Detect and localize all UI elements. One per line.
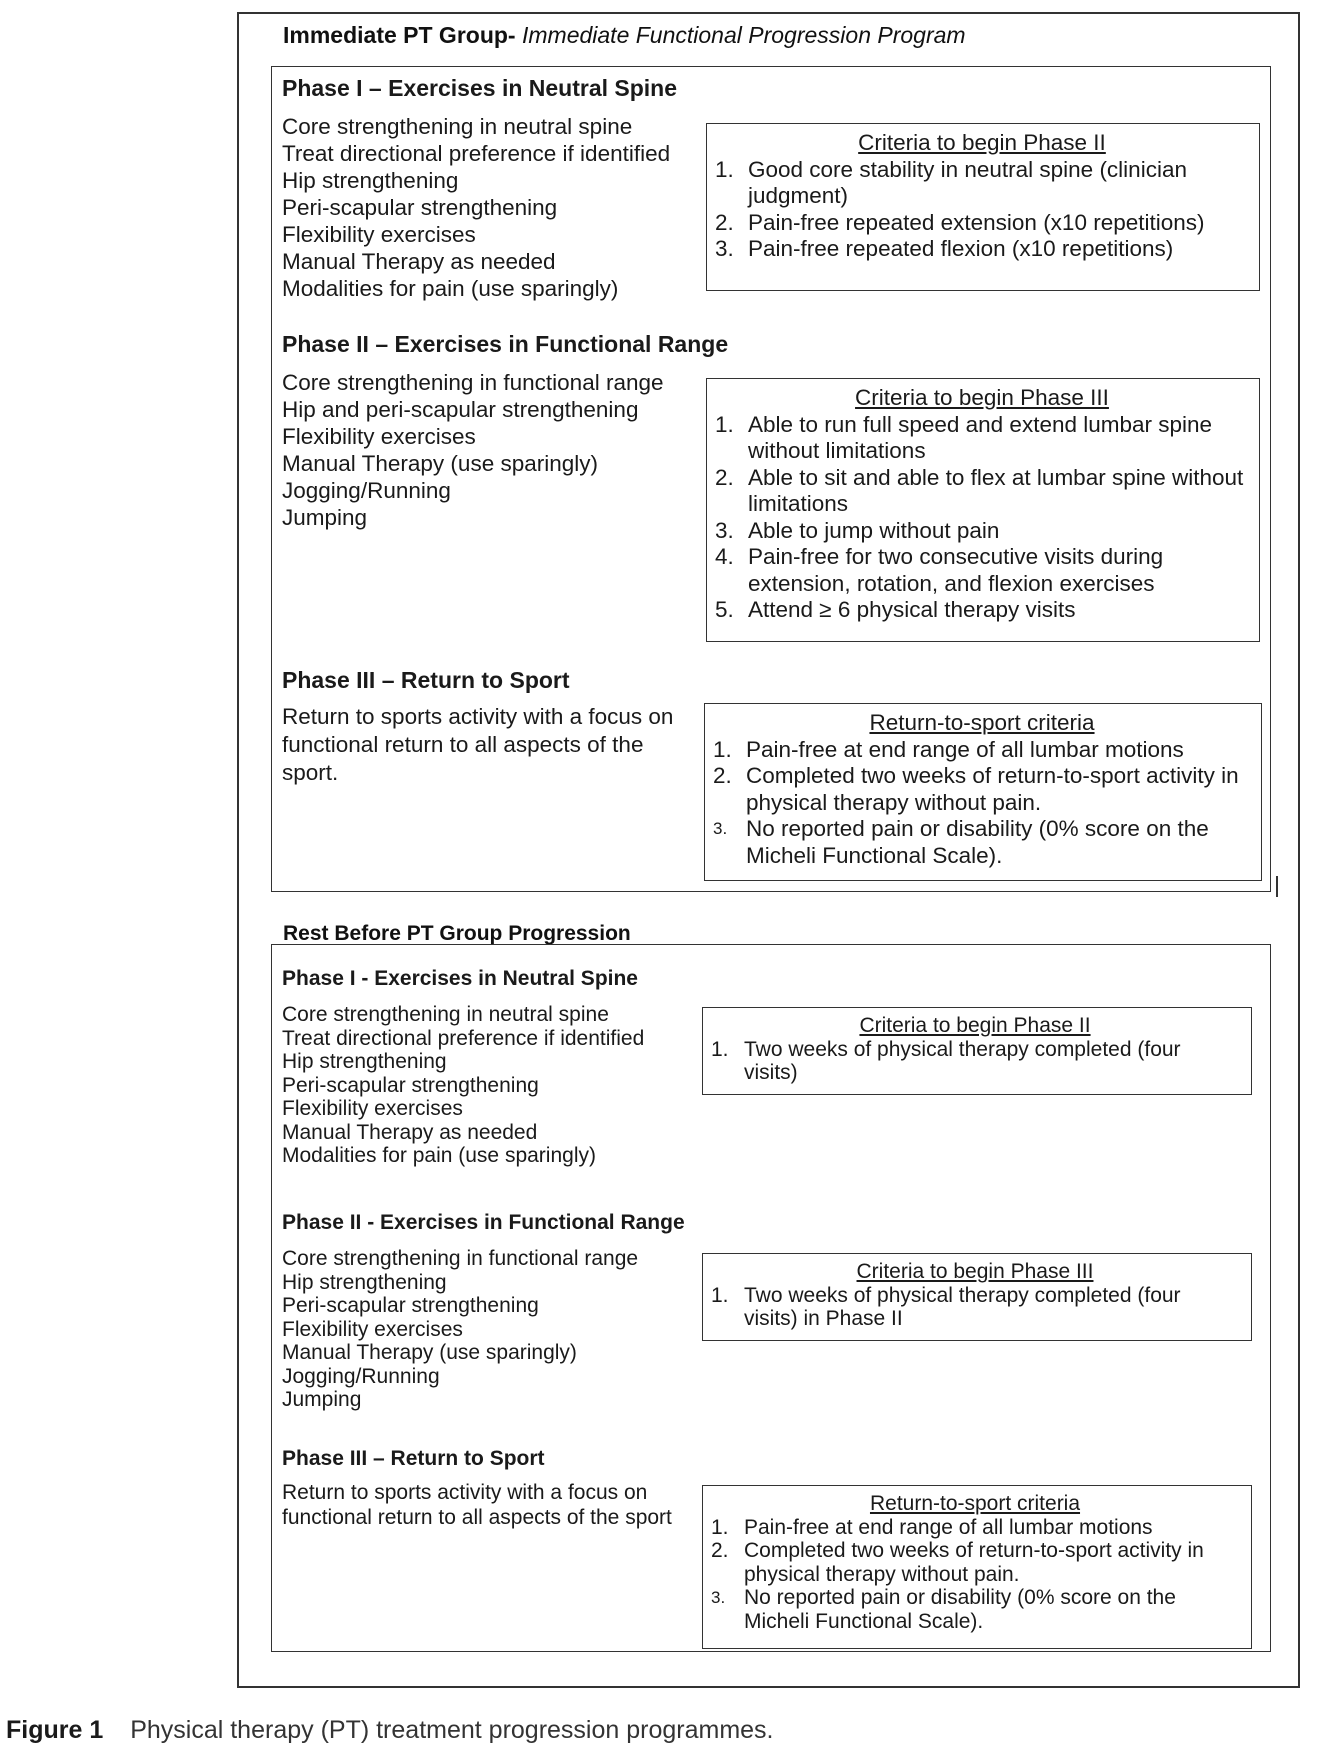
exercise-item: Jumping xyxy=(282,1388,362,1411)
criteria-item: 1. Two weeks of physical therapy completed (four visits) xyxy=(711,1037,1181,1084)
imm-phase1-title: Phase I – Exercises in Neutral Spine xyxy=(282,75,678,101)
imm-phase3-description: Return to sports activity with a focus on functional return to all aspects of the sport. xyxy=(282,704,674,785)
rest-phase1-exercise-list xyxy=(282,1003,644,1168)
exercise-item: Flexibility exercises xyxy=(282,1097,463,1120)
criteria-list xyxy=(711,1516,1239,1634)
exercise-item: Modalities for pain (use sparingly) xyxy=(282,1144,596,1167)
rest-phase2-criteria-box xyxy=(702,1253,1252,1341)
criteria-title: Return-to-sport criteria xyxy=(869,710,1095,735)
exercise-item: Manual Therapy (use sparingly) xyxy=(282,451,598,476)
exercise-item: Core strengthening in neutral spine xyxy=(282,1003,609,1026)
exercise-item: Treat directional preference if identified xyxy=(282,1026,645,1050)
criteria-list xyxy=(711,1038,1239,1085)
criteria-list xyxy=(715,157,1249,263)
criteria-item: 3. Pain-free repeated flexion (x10 repetitions) xyxy=(715,236,1174,261)
exercise-item: Treat directional preference if identified xyxy=(282,141,671,166)
criteria-item: 2. Able to sit and able to flex at lumbar spine without limitations xyxy=(715,464,1244,516)
immediate-group-title-text: Immediate PT Group- xyxy=(283,22,516,48)
criteria-list xyxy=(711,1284,1239,1331)
immediate-group-subtitle: Immediate Functional Progression Program xyxy=(521,22,966,48)
exercise-item: Jogging/Running xyxy=(282,478,451,503)
criteria-item: 2. Pain-free repeated extension (x10 repetitions) xyxy=(715,209,1205,235)
exercise-item: Manual Therapy as needed xyxy=(282,1120,538,1144)
imm-phase2-criteria-box xyxy=(706,378,1260,642)
text-cursor-mark xyxy=(1276,876,1278,897)
exercise-item: Peri-scapular strengthening xyxy=(282,195,558,220)
rest-group-title: Rest Before PT Group Progression xyxy=(283,922,631,945)
rest-phase3-criteria-box xyxy=(702,1485,1252,1649)
exercise-item: Flexibility exercises xyxy=(282,222,476,247)
criteria-item: 4. Pain-free for two consecutive visits during extension, rotation, and flexion exercises xyxy=(715,544,1164,596)
rest-phase2-exercise-list xyxy=(282,1247,638,1412)
immediate-group-title xyxy=(283,22,966,49)
exercise-item: Core strengthening in functional range xyxy=(282,370,664,395)
criteria-title: Return-to-sport criteria xyxy=(869,1492,1081,1515)
imm-phase3-title: Phase III – Return to Sport xyxy=(282,667,570,693)
exercise-item: Manual Therapy (use sparingly) xyxy=(282,1341,577,1364)
exercise-item: Core strengthening in neutral spine xyxy=(282,114,633,139)
rest-phase1-title: Phase I - Exercises in Neutral Spine xyxy=(282,967,638,990)
exercise-item: Hip and peri-scapular strengthening xyxy=(282,397,639,422)
criteria-title: Criteria to begin Phase III xyxy=(855,385,1109,410)
criteria-item: 1. Pain-free at end range of all lumbar motions xyxy=(713,736,1184,762)
exercise-item: Hip strengthening xyxy=(282,1270,447,1294)
exercise-item: Manual Therapy as needed xyxy=(282,249,556,274)
rest-phase2-title: Phase II - Exercises in Functional Range xyxy=(282,1211,685,1234)
criteria-title: Criteria to begin Phase III xyxy=(856,1260,1094,1283)
exercise-item: Flexibility exercises xyxy=(282,424,476,449)
criteria-item: 2. Completed two weeks of return-to-sport activity in physical therapy without pain. xyxy=(713,763,1239,815)
exercise-item: Jogging/Running xyxy=(282,1364,440,1388)
criteria-item: 1. Able to run full speed and extend lumbar spine without limitations xyxy=(715,411,1213,463)
figure-caption xyxy=(6,1716,774,1745)
rest-phase3-title: Phase III – Return to Sport xyxy=(282,1447,545,1470)
rest-phase3-description: Return to sports activity with a focus on functional return to all aspects of the sport xyxy=(282,1481,672,1529)
criteria-item: 5. Attend ≥ 6 physical therapy visits xyxy=(715,597,1076,622)
criteria-list xyxy=(713,737,1251,870)
criteria-title: Criteria to begin Phase II xyxy=(859,1014,1091,1037)
figure-caption-text: Physical therapy (PT) treatment progression programmes. xyxy=(130,1716,774,1744)
criteria-item: 1. Two weeks of physical therapy completed (four visits) in Phase II xyxy=(711,1283,1181,1330)
imm-phase2-exercise-list xyxy=(282,369,664,531)
imm-phase1-exercise-list xyxy=(282,113,670,302)
criteria-title: Criteria to begin Phase II xyxy=(858,130,1106,155)
exercise-item: Flexibility exercises xyxy=(282,1317,463,1341)
exercise-item: Jumping xyxy=(282,505,368,530)
exercise-item: Core strengthening in functional range xyxy=(282,1247,639,1270)
exercise-item: Hip strengthening xyxy=(282,1050,447,1073)
imm-phase3-criteria-box xyxy=(704,703,1262,881)
exercise-item: Modalities for pain (use sparingly) xyxy=(282,276,619,301)
criteria-item: 3. Able to jump without pain xyxy=(715,517,1000,543)
criteria-list xyxy=(715,412,1249,624)
criteria-item: 3. No reported pain or disability (0% score on the Micheli Functional Scale). xyxy=(713,816,1209,868)
criteria-item: 1. Good core stability in neutral spine (clinician judgment) xyxy=(715,156,1187,208)
imm-phase2-title: Phase II – Exercises in Functional Range xyxy=(282,331,729,357)
rest-section xyxy=(271,944,1271,1652)
criteria-item: 3. No reported pain or disability (0% score on the Micheli Functional Scale). xyxy=(711,1586,1176,1633)
imm-phase1-criteria-box xyxy=(706,123,1260,291)
exercise-item: Peri-scapular strengthening xyxy=(282,1073,539,1097)
exercise-item: Hip strengthening xyxy=(282,168,459,193)
criteria-item: 1. Pain-free at end range of all lumbar motions xyxy=(711,1515,1153,1539)
rest-phase1-criteria-box xyxy=(702,1007,1252,1095)
figure-label: Figure 1 xyxy=(6,1716,104,1744)
immediate-section xyxy=(271,66,1271,892)
criteria-item: 2. Completed two weeks of return-to-sport activity in physical therapy without pain. xyxy=(711,1539,1204,1586)
exercise-item: Peri-scapular strengthening xyxy=(282,1294,539,1317)
